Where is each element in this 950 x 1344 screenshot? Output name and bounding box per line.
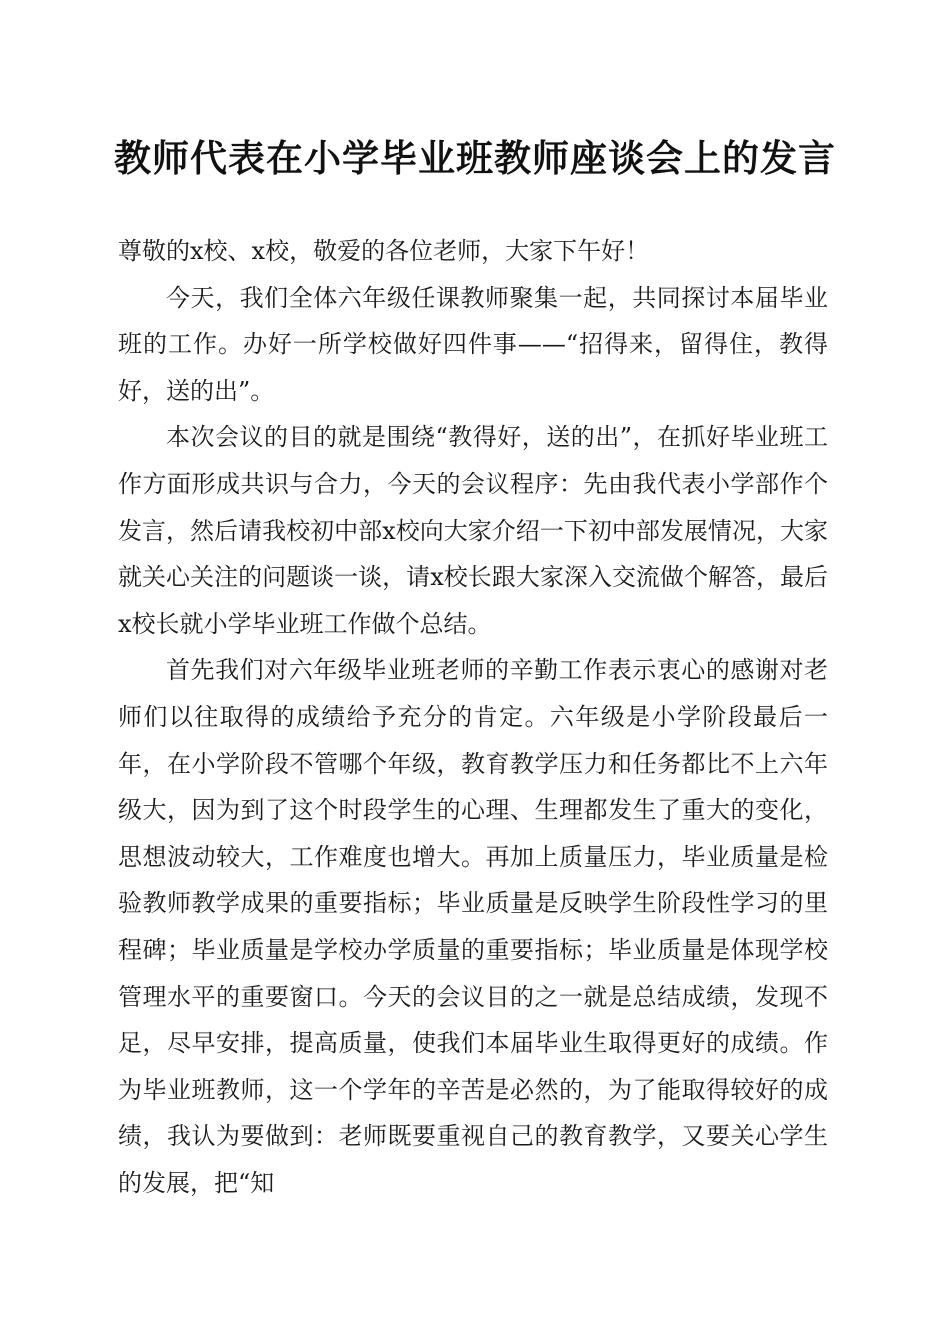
- paragraph-2: 本次会议的目的就是围绕“教得好，送的出”，在抓好毕业班工作方面形成共识与合力，今天的会议程序：先由我代表小学部作个发言，然后请我校初中部x校向大家介绍一下初中部发展情况，大家就关心关注的问题谈一谈，请x校长跟大家深入交流做个解答，最后x校长就小学毕业班工作做个总结。: [118, 423, 828, 638]
- document-title: 教师代表在小学毕业班教师座谈会上的发言: [114, 136, 836, 180]
- greeting-line: 尊敬的x校、x校，敬爱的各位老师，大家下午好！: [118, 237, 650, 265]
- paragraph-1: 今天，我们全体六年级任课教师聚集一起，共同探讨本届毕业班的工作。办好一所学校做好四件事——“招得来，留得住，教得好，送的出”。: [118, 283, 828, 405]
- document-body: [118, 228, 828, 1206]
- paragraph-3: 首先我们对六年级毕业班老师的辛勤工作表示衷心的感谢对老师们以往取得的成绩给予充分的肯定。六年级是小学阶段最后一年，在小学阶段不管哪个年级，教育教学压力和任务都比不上六年级大，因为到了这个时段学生的心理、生理都发生了重大的变化，思想波动较大，工作难度也增大。再加上质量压力，毕业质量是检验教师教学成果的重要指标；毕业质量是反映学生阶段性学习的里程碑；毕业质量是学校办学质量的重要指标；毕业质量是体现学校管理水平的重要窗口。今天的会议目的之一就是总结成绩，发现不足，尽早安排，提高质量，使我们本届毕业生取得更好的成绩。作为毕业班教师，这一个学年的辛苦是必然的，为了能取得较好的成绩，我认为要做到：老师既要重视自己的教育教学，又要关心学生的发展，把“知: [118, 656, 828, 1197]
